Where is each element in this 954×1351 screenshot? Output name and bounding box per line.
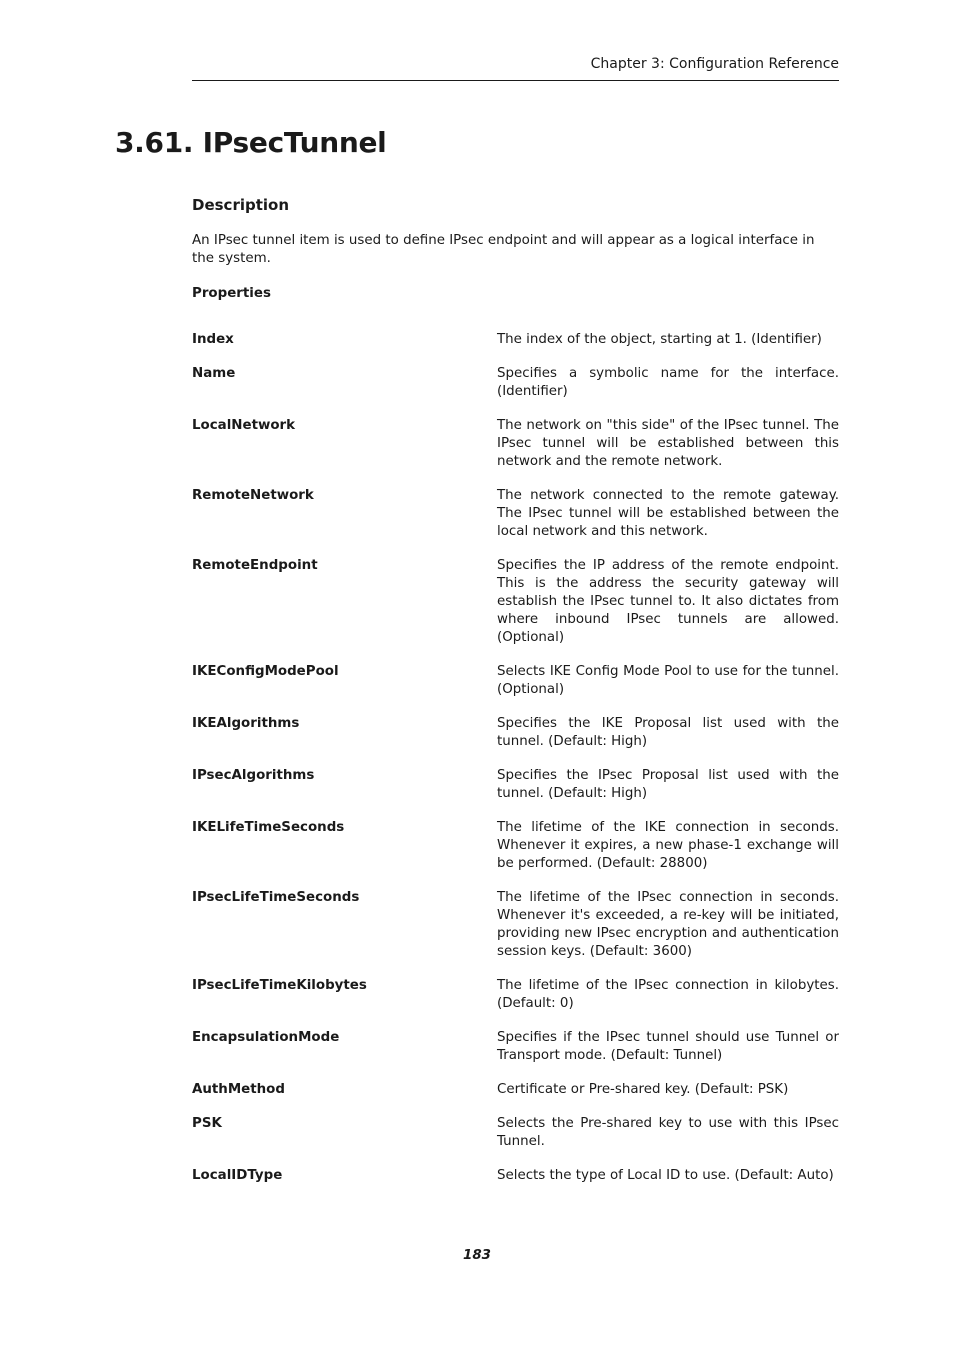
property-name: Index [192, 332, 234, 347]
property-row [192, 1167, 839, 1185]
property-row [192, 767, 839, 803]
property-description: The network on "this side" of the IPsec tunnel. The IPsec tunnel will be established between this network and the remote network. [497, 418, 839, 469]
property-row [192, 1081, 839, 1099]
property-name: IPsecAlgorithms [192, 768, 315, 783]
property-name: AuthMethod [192, 1082, 285, 1097]
header-divider [192, 80, 839, 81]
property-row [192, 819, 839, 873]
property-description: Selects the Pre-shared key to use with this IPsec Tunnel. [497, 1116, 839, 1149]
property-row [192, 977, 839, 1013]
property-name: Name [192, 366, 236, 381]
section-title: 3.61. IPsecTunnel [115, 126, 387, 159]
properties-heading: Properties [192, 286, 271, 301]
property-name: IPsecLifeTimeKilobytes [192, 978, 367, 993]
property-name: IKELifeTimeSeconds [192, 820, 345, 835]
description-heading: Description [192, 196, 290, 214]
property-row [192, 557, 839, 647]
property-row [192, 417, 839, 471]
property-name: RemoteEndpoint [192, 558, 318, 573]
property-description: Specifies a symbolic name for the interface. (Identifier) [497, 366, 839, 399]
property-row [192, 331, 839, 349]
property-row [192, 1115, 839, 1151]
property-description: The index of the object, starting at 1. (Identifier) [497, 332, 822, 347]
page-number: 183 [463, 1248, 491, 1263]
property-row [192, 663, 839, 699]
property-row [192, 1029, 839, 1065]
property-name: IPsecLifeTimeSeconds [192, 890, 360, 905]
property-description: Specifies the IPsec Proposal list used with the tunnel. (Default: High) [497, 768, 839, 801]
property-description: The lifetime of the IPsec connection in kilobytes. (Default: 0) [497, 978, 839, 1011]
property-description: Certificate or Pre-shared key. (Default: PSK) [497, 1082, 789, 1097]
property-name: RemoteNetwork [192, 488, 314, 503]
property-row [192, 487, 839, 541]
property-row [192, 365, 839, 401]
property-description: Specifies if the IPsec tunnel should use Tunnel or Transport mode. (Default: Tunnel) [497, 1030, 839, 1063]
property-description: The lifetime of the IKE connection in seconds. Whenever it expires, a new phase-1 exchange will be performed. (Default: 28800) [497, 820, 839, 871]
property-name: LocalIDType [192, 1168, 283, 1183]
property-description: Selects the type of Local ID to use. (Default: Auto) [497, 1168, 834, 1183]
description-text: An IPsec tunnel item is used to define IPsec endpoint and will appear as a logical interface in the system. [192, 233, 815, 266]
property-name: IKEConfigModePool [192, 664, 339, 679]
property-row [192, 715, 839, 751]
property-name: PSK [192, 1116, 222, 1131]
property-description: The lifetime of the IPsec connection in seconds. Whenever it's exceeded, a re-key will be initiated, providing new IPsec encryption and authentication session keys. (Default: 3600) [497, 890, 839, 959]
property-name: LocalNetwork [192, 418, 296, 433]
property-description: The network connected to the remote gateway. The IPsec tunnel will be established between the local network and this network. [497, 488, 839, 539]
running-header: Chapter 3: Configuration Reference [590, 56, 839, 72]
property-name: IKEAlgorithms [192, 716, 300, 731]
property-name: EncapsulationMode [192, 1030, 340, 1045]
property-description: Selects IKE Config Mode Pool to use for the tunnel. (Optional) [497, 664, 839, 697]
property-list [192, 331, 839, 1201]
property-row [192, 889, 839, 961]
property-description: Specifies the IKE Proposal list used with the tunnel. (Default: High) [497, 716, 839, 749]
property-description: Specifies the IP address of the remote endpoint. This is the address the security gateway will establish the IPsec tunnel to. It also dictates from where inbound IPsec tunnels are allowed. (Optional) [497, 558, 839, 645]
